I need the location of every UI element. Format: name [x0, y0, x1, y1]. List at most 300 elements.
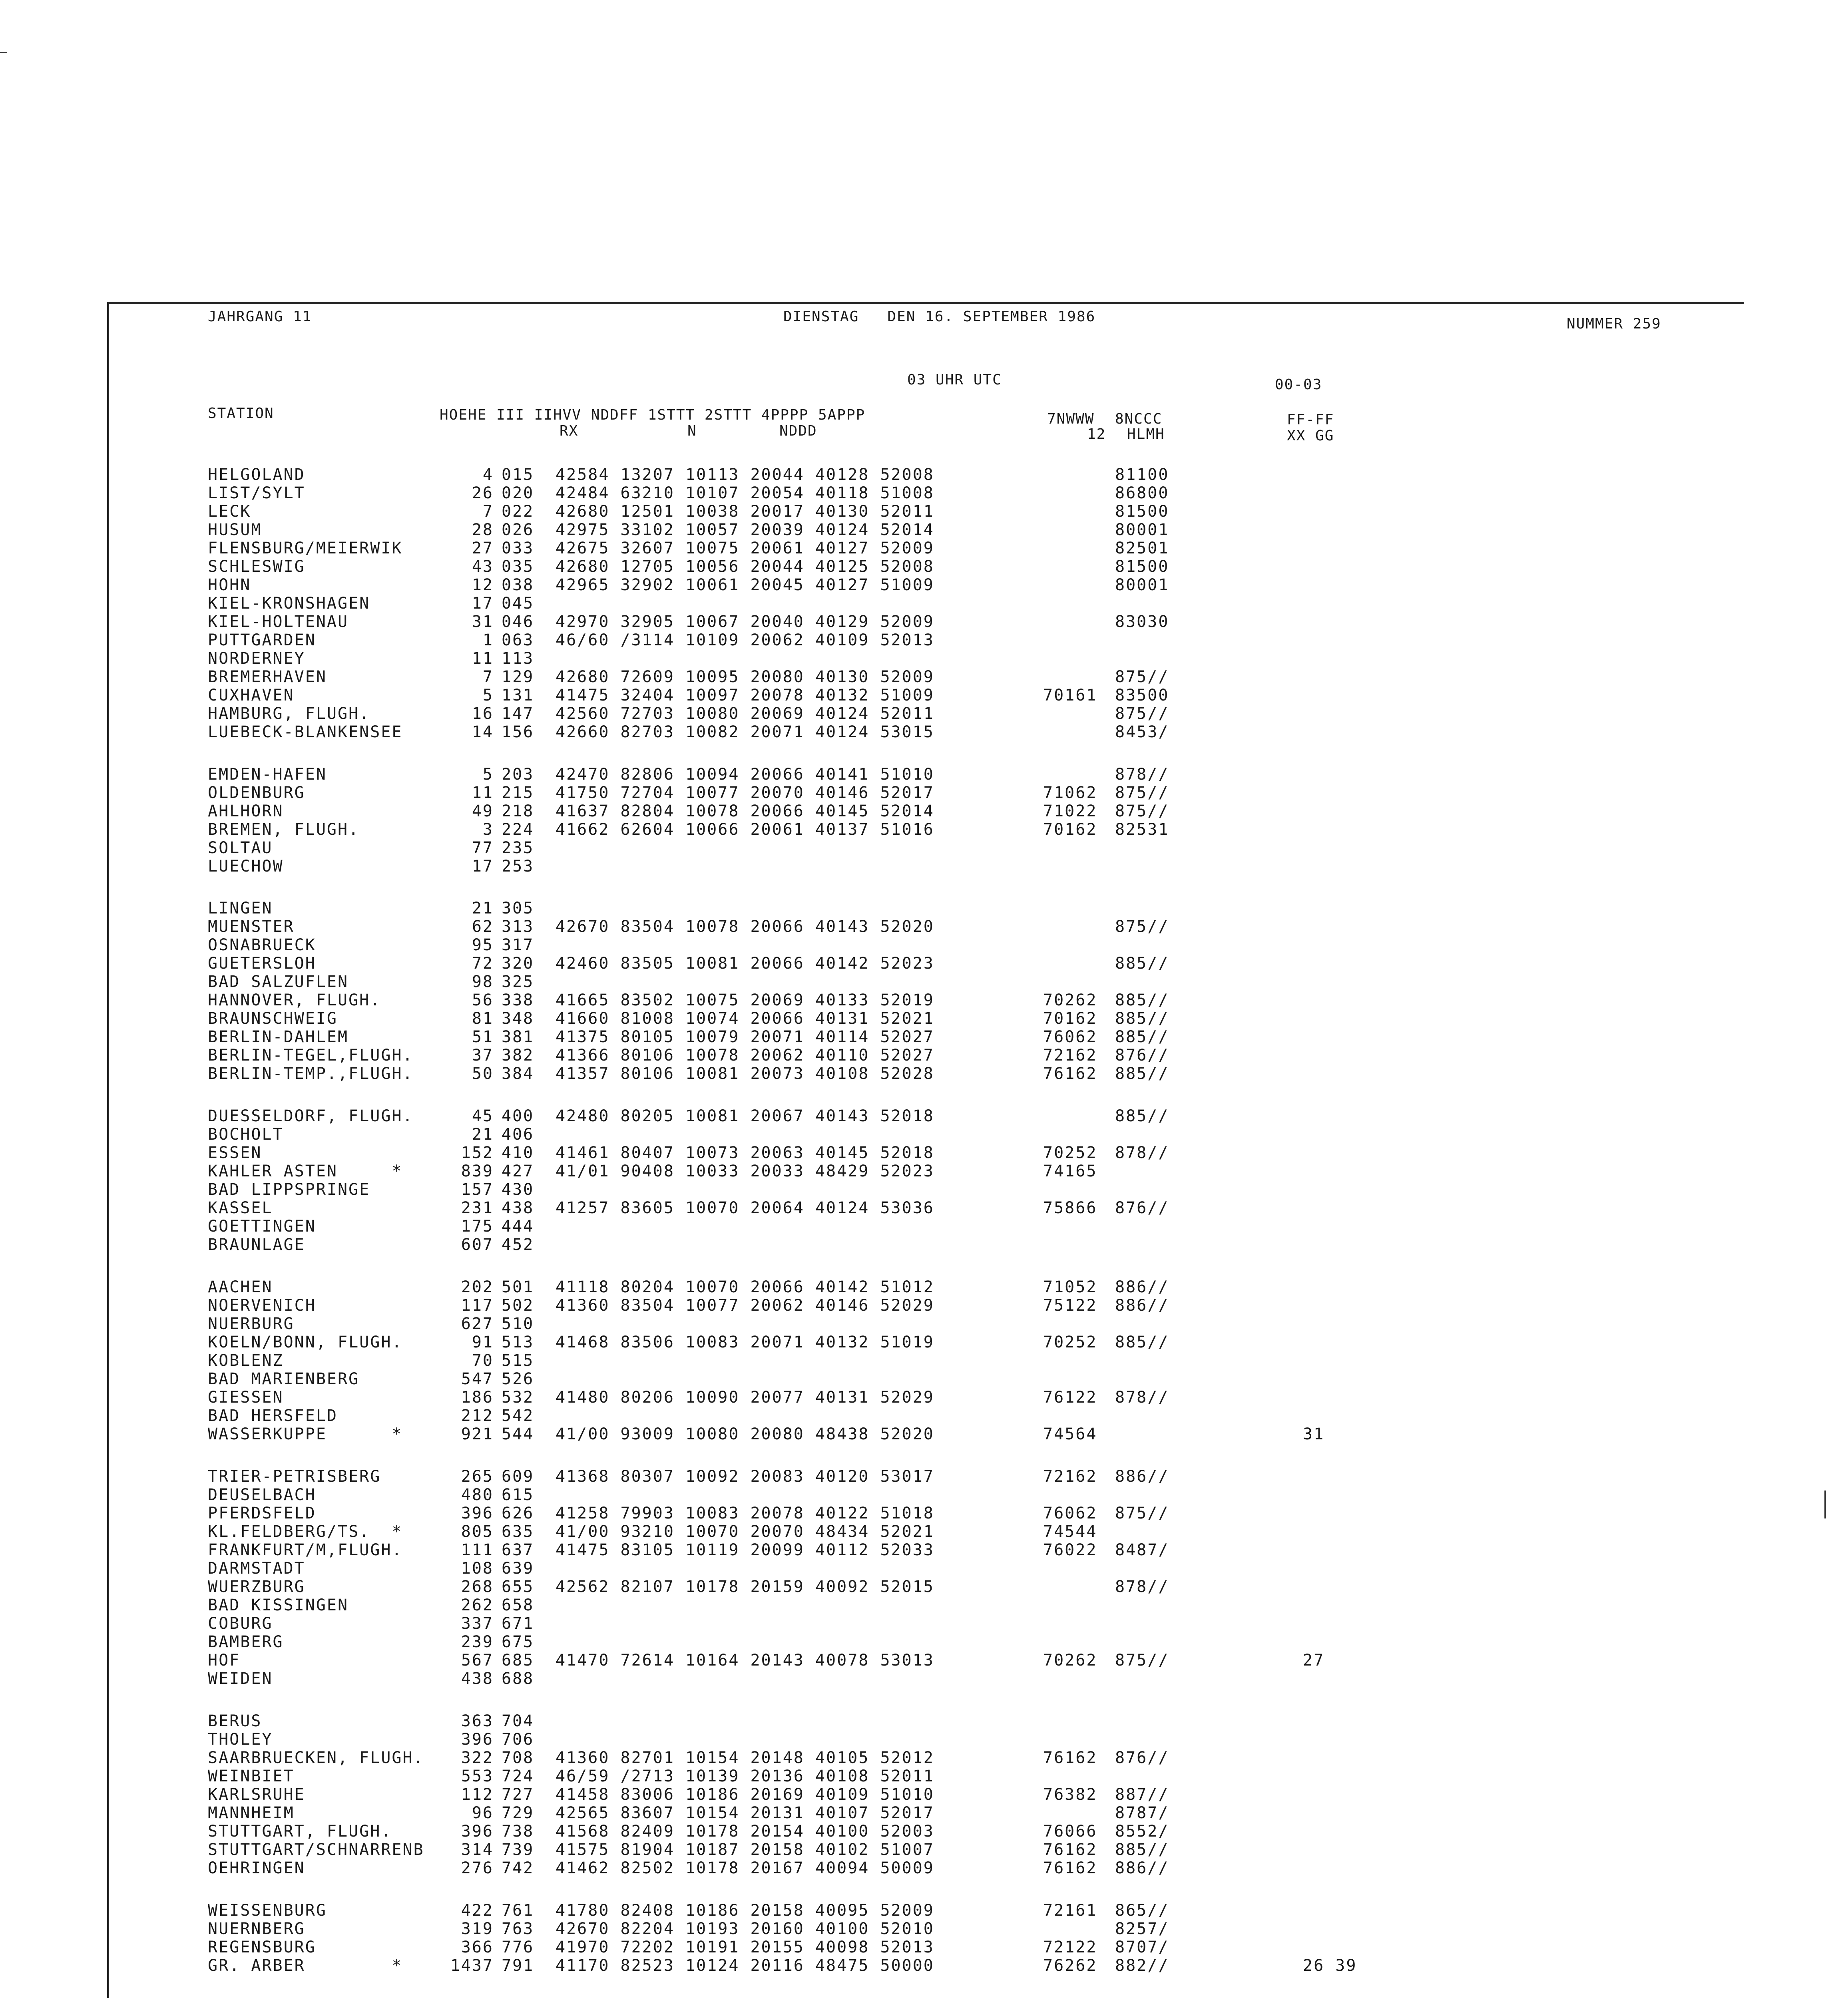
- cloud-group: 886//: [1115, 1859, 1169, 1877]
- station-height: 49: [472, 802, 494, 820]
- cloud-group: 83500: [1115, 686, 1169, 704]
- station-name: KASSEL: [208, 1199, 273, 1217]
- station-height: 567: [461, 1651, 494, 1670]
- station-block-number: 510: [502, 1315, 534, 1333]
- cloud-group: 885//: [1115, 954, 1169, 973]
- station-height: 265: [461, 1467, 494, 1486]
- station-name: KARLSRUHE: [208, 1785, 305, 1804]
- weather-heading: 7NWWW: [1047, 411, 1095, 427]
- station-name: FLENSBURG/MEIERWIK: [208, 539, 403, 557]
- station-name: LIST/SYLT: [208, 484, 305, 502]
- cloud-group: 8257/: [1115, 1920, 1169, 1938]
- cloud-group: 8707/: [1115, 1938, 1169, 1956]
- station-block-number: 452: [502, 1236, 534, 1254]
- station-block-number: 742: [502, 1859, 534, 1877]
- weather-group: 74544: [1043, 1522, 1097, 1541]
- synop-groups: 41375 80105 10079 20071 40114 52027: [556, 1028, 934, 1046]
- synop-groups: 41/01 90408 10033 20033 48429 52023: [556, 1162, 934, 1180]
- station-block-number: 381: [502, 1028, 534, 1046]
- station-block-number: 637: [502, 1541, 534, 1559]
- weather-group: 76162: [1043, 1841, 1097, 1859]
- code-columns-sub-rx: RX: [560, 423, 579, 439]
- station-height: 17: [472, 857, 494, 876]
- weather-group: 76022: [1043, 1541, 1097, 1559]
- station-block-number: 688: [502, 1670, 534, 1688]
- station-name: NUERNBERG: [208, 1920, 305, 1938]
- synop-groups: 42470 82806 10094 20066 40141 51010: [556, 765, 934, 784]
- station-height: 50: [472, 1065, 494, 1083]
- station-name: KAHLER ASTEN *: [208, 1162, 403, 1180]
- time-range: 00-03: [1275, 376, 1322, 393]
- station-name: COBURG: [208, 1614, 273, 1633]
- station-name: BERLIN-DAHLEM: [208, 1028, 349, 1046]
- station-name: FRANKFURT/M,FLUGH.: [208, 1541, 403, 1559]
- station-block-number: 532: [502, 1388, 534, 1407]
- station-name: NUERBURG: [208, 1315, 295, 1333]
- weather-group: 70162: [1043, 820, 1097, 839]
- station-height: 45: [472, 1107, 494, 1125]
- weather-group: 76062: [1043, 1504, 1097, 1522]
- synop-groups: 41357 80106 10081 20073 40108 52028: [556, 1065, 934, 1083]
- station-name: BOCHOLT: [208, 1125, 284, 1144]
- cloud-group: 875//: [1115, 1651, 1169, 1670]
- synop-groups: 41458 83006 10186 20169 40109 51010: [556, 1785, 934, 1804]
- weather-group: 76382: [1043, 1785, 1097, 1804]
- synop-groups: 42670 82204 10193 20160 40100 52010: [556, 1920, 934, 1938]
- station-name: HANNOVER, FLUGH.: [208, 991, 381, 1009]
- cloud-group: 885//: [1115, 1333, 1169, 1351]
- station-block-number: 063: [502, 631, 534, 649]
- weather-group: 75866: [1043, 1199, 1097, 1217]
- station-block-number: 542: [502, 1407, 534, 1425]
- station-name: PFERDSFELD: [208, 1504, 316, 1522]
- station-name: EMDEN-HAFEN: [208, 765, 327, 784]
- station-name: GIESSEN: [208, 1388, 284, 1407]
- station-name: HAMBURG, FLUGH.: [208, 704, 370, 723]
- station-height: 276: [461, 1859, 494, 1877]
- station-block-number: 685: [502, 1651, 534, 1670]
- cloud-group: 875//: [1115, 802, 1169, 820]
- station-block-number: 046: [502, 613, 534, 631]
- station-block-number: 675: [502, 1633, 534, 1651]
- station-height: 366: [461, 1938, 494, 1956]
- station-block-number: 253: [502, 857, 534, 876]
- station-height: 12: [472, 576, 494, 594]
- weather-group: 76262: [1043, 1956, 1097, 1975]
- station-height: 51: [472, 1028, 494, 1046]
- synop-groups: 41568 82409 10178 20154 40100 52003: [556, 1822, 934, 1841]
- station-block-number: 305: [502, 899, 534, 917]
- station-block-number: 218: [502, 802, 534, 820]
- weather-group: 72162: [1043, 1467, 1097, 1486]
- station-block-number: 501: [502, 1278, 534, 1296]
- station-name: DARMSTADT: [208, 1559, 305, 1578]
- station-height: 1437: [450, 1956, 494, 1975]
- station-name: BREMEN, FLUGH.: [208, 820, 360, 839]
- station-block-number: 384: [502, 1065, 534, 1083]
- station-name: BRAUNLAGE: [208, 1236, 305, 1254]
- synop-groups: 41360 82701 10154 20148 40105 52012: [556, 1749, 934, 1767]
- cloud-group: 885//: [1115, 1065, 1169, 1083]
- cloud-group: 878//: [1115, 1388, 1169, 1407]
- synop-groups: 42965 32902 10061 20045 40127 51009: [556, 576, 934, 594]
- cloud-group: 876//: [1115, 1749, 1169, 1767]
- synop-groups: 41480 80206 10090 20077 40131 52029: [556, 1388, 934, 1407]
- station-block-number: 317: [502, 936, 534, 954]
- cloud-group: 887//: [1115, 1785, 1169, 1804]
- weather-group: 76162: [1043, 1859, 1097, 1877]
- station-block-number: 791: [502, 1956, 534, 1975]
- station-block-number: 215: [502, 784, 534, 802]
- cloud-group: 8787/: [1115, 1804, 1169, 1822]
- station-name: MANNHEIM: [208, 1804, 295, 1822]
- station-height: 21: [472, 1125, 494, 1144]
- gust-group: 31: [1303, 1425, 1325, 1443]
- volume-label: JAHRGANG 11: [208, 308, 312, 325]
- station-name: CUXHAVEN: [208, 686, 295, 704]
- station-height: 422: [461, 1901, 494, 1920]
- station-name: OSNABRUECK: [208, 936, 316, 954]
- station-name: HUSUM: [208, 521, 262, 539]
- station-height: 438: [461, 1670, 494, 1688]
- synop-groups: 41662 62604 10066 20061 40137 51016: [556, 820, 934, 839]
- station-name: SOLTAU: [208, 839, 273, 857]
- station-height: 396: [461, 1504, 494, 1522]
- station-block-number: 739: [502, 1841, 534, 1859]
- station-height: 43: [472, 557, 494, 576]
- station-name: AHLHORN: [208, 802, 284, 820]
- synop-groups: 42484 63210 10107 20054 40118 51008: [556, 484, 934, 502]
- station-block-number: 427: [502, 1162, 534, 1180]
- station-name: DEUSELBACH: [208, 1486, 316, 1504]
- station-height: 314: [461, 1841, 494, 1859]
- synop-groups: 41475 32404 10097 20078 40132 51009: [556, 686, 934, 704]
- station-name: GUETERSLOH: [208, 954, 316, 973]
- cloud-group: 82531: [1115, 820, 1169, 839]
- weather-group: 70252: [1043, 1144, 1097, 1162]
- weather-group: 74564: [1043, 1425, 1097, 1443]
- cloud-group: 875//: [1115, 704, 1169, 723]
- synop-groups: 42970 32905 10067 20040 40129 52009: [556, 613, 934, 631]
- station-height: 212: [461, 1407, 494, 1425]
- station-height: 4: [482, 466, 494, 484]
- station-block-number: 147: [502, 704, 534, 723]
- synop-groups: 42660 82703 10082 20071 40124 53015: [556, 723, 934, 741]
- synop-groups: 41/00 93009 10080 20080 48438 52020: [556, 1425, 934, 1443]
- weather-group: 72122: [1043, 1938, 1097, 1956]
- cloud-group: 875//: [1115, 917, 1169, 936]
- synop-groups: 41360 83504 10077 20062 40146 52029: [556, 1296, 934, 1315]
- weather-group: 76066: [1043, 1822, 1097, 1841]
- station-block-number: 020: [502, 484, 534, 502]
- station-block-number: 410: [502, 1144, 534, 1162]
- station-block-number: 761: [502, 1901, 534, 1920]
- station-name: LECK: [208, 502, 251, 521]
- station-name: THOLEY: [208, 1730, 273, 1749]
- station-name: BAMBERG: [208, 1633, 284, 1651]
- synop-groups: 42565 83607 10154 20131 40107 52017: [556, 1804, 934, 1822]
- station-height: 5: [482, 765, 494, 784]
- gust-heading: FF-FF: [1287, 412, 1334, 428]
- station-height: 175: [461, 1217, 494, 1236]
- cloud-group: 886//: [1115, 1278, 1169, 1296]
- weather-group: 71052: [1043, 1278, 1097, 1296]
- weather-group: 70252: [1043, 1333, 1097, 1351]
- station-height: 91: [472, 1333, 494, 1351]
- station-block-number: 113: [502, 649, 534, 668]
- station-height: 7: [482, 668, 494, 686]
- weather-group: 76162: [1043, 1749, 1097, 1767]
- station-height: 627: [461, 1315, 494, 1333]
- synop-groups: 42560 72703 10080 20069 40124 52011: [556, 704, 934, 723]
- synop-groups: 42584 13207 10113 20044 40128 52008: [556, 466, 934, 484]
- station-height: 319: [461, 1920, 494, 1938]
- station-block-number: 763: [502, 1920, 534, 1938]
- station-block-number: 035: [502, 557, 534, 576]
- synop-groups: 41470 72614 10164 20143 40078 53013: [556, 1651, 934, 1670]
- synop-groups: 41258 79903 10083 20078 40122 51018: [556, 1504, 934, 1522]
- station-block-number: 626: [502, 1504, 534, 1522]
- station-block-number: 609: [502, 1467, 534, 1486]
- station-height: 553: [461, 1767, 494, 1785]
- station-name: NOERVENICH: [208, 1296, 316, 1315]
- station-height: 98: [472, 973, 494, 991]
- cloud-group: 878//: [1115, 1578, 1169, 1596]
- cloud-group: 885//: [1115, 1107, 1169, 1125]
- cloud-group: 8487/: [1115, 1541, 1169, 1559]
- station-height: 16: [472, 704, 494, 723]
- station-name: KIEL-HOLTENAU: [208, 613, 349, 631]
- station-height: 1: [482, 631, 494, 649]
- weather-group: 74165: [1043, 1162, 1097, 1180]
- station-block-number: 224: [502, 820, 534, 839]
- station-name: BERLIN-TEMP.,FLUGH.: [208, 1065, 414, 1083]
- synop-groups: 41462 82502 10178 20167 40094 50009: [556, 1859, 934, 1877]
- station-name: LUECHOW: [208, 857, 284, 876]
- station-name: DUESSELDORF, FLUGH.: [208, 1107, 414, 1125]
- station-block-number: 038: [502, 576, 534, 594]
- station-name: SAARBRUECKEN, FLUGH.: [208, 1749, 424, 1767]
- station-name: BERLIN-TEGEL,FLUGH.: [208, 1046, 414, 1065]
- station-block-number: 156: [502, 723, 534, 741]
- station-block-number: 045: [502, 594, 534, 613]
- station-heading: STATION: [208, 405, 274, 422]
- cloud-group: 81500: [1115, 502, 1169, 521]
- gust-group: 27: [1303, 1651, 1325, 1670]
- station-block-number: 325: [502, 973, 534, 991]
- station-name: BAD MARIENBERG: [208, 1370, 360, 1388]
- gust-sub-heading: XX GG: [1287, 428, 1334, 444]
- synop-groups: 42680 12501 10038 20017 40130 52011: [556, 502, 934, 521]
- station-name: WASSERKUPPE *: [208, 1425, 403, 1443]
- station-block-number: 026: [502, 521, 534, 539]
- synop-groups: 41461 80407 10073 20063 40145 52018: [556, 1144, 934, 1162]
- station-height: 95: [472, 936, 494, 954]
- date-label: DIENSTAG DEN 16. SEPTEMBER 1986: [783, 308, 1096, 325]
- station-height: 239: [461, 1633, 494, 1651]
- synop-groups: 41665 83502 10075 20069 40133 52019: [556, 991, 934, 1009]
- station-height: 31: [472, 613, 494, 631]
- scan-mark: [1824, 1491, 1826, 1518]
- station-name: TRIER-PETRISBERG: [208, 1467, 381, 1486]
- cloud-group: 83030: [1115, 613, 1169, 631]
- station-height: 111: [461, 1541, 494, 1559]
- synop-groups: 42675 32607 10075 20061 40127 52009: [556, 539, 934, 557]
- station-block-number: 444: [502, 1217, 534, 1236]
- station-name: WUERZBURG: [208, 1578, 305, 1596]
- synop-groups: 41750 72704 10077 20070 40146 52017: [556, 784, 934, 802]
- station-name: STUTTGART/SCHNARRENB: [208, 1841, 424, 1859]
- station-name: BERUS: [208, 1712, 262, 1730]
- station-block-number: 438: [502, 1199, 534, 1217]
- scan-mark: [0, 52, 7, 53]
- cloud-group: 8552/: [1115, 1822, 1169, 1841]
- synop-groups: 41368 80307 10092 20083 40120 53017: [556, 1467, 934, 1486]
- station-block-number: 704: [502, 1712, 534, 1730]
- synop-groups: 42680 12705 10056 20044 40125 52008: [556, 557, 934, 576]
- station-name: WEISSENBURG: [208, 1901, 327, 1920]
- cloud-group: 885//: [1115, 991, 1169, 1009]
- station-block-number: 776: [502, 1938, 534, 1956]
- station-name: ESSEN: [208, 1144, 262, 1162]
- weather-group: 71022: [1043, 802, 1097, 820]
- station-block-number: 671: [502, 1614, 534, 1633]
- station-name: KIEL-KRONSHAGEN: [208, 594, 370, 613]
- station-height: 28: [472, 521, 494, 539]
- station-block-number: 658: [502, 1596, 534, 1614]
- station-height: 7: [482, 502, 494, 521]
- synop-groups: 46/60 /3114 10109 20062 40109 52013: [556, 631, 934, 649]
- station-block-number: 313: [502, 917, 534, 936]
- cloud-group: 80001: [1115, 521, 1169, 539]
- station-height: 72: [472, 954, 494, 973]
- station-name: STUTTGART, FLUGH.: [208, 1822, 392, 1841]
- station-block-number: 515: [502, 1351, 534, 1370]
- station-block-number: 338: [502, 991, 534, 1009]
- synop-groups: 41575 81904 10187 20158 40102 51007: [556, 1841, 934, 1859]
- cloud-group: 876//: [1115, 1046, 1169, 1065]
- station-height: 186: [461, 1388, 494, 1407]
- gust-group: 26 39: [1303, 1956, 1357, 1975]
- station-block-number: 203: [502, 765, 534, 784]
- station-block-number: 129: [502, 668, 534, 686]
- synop-groups: 41780 82408 10186 20158 40095 52009: [556, 1901, 934, 1920]
- weather-group: 75122: [1043, 1296, 1097, 1315]
- station-height: 21: [472, 899, 494, 917]
- station-block-number: 015: [502, 466, 534, 484]
- station-height: 363: [461, 1712, 494, 1730]
- cloud-group: 885//: [1115, 1841, 1169, 1859]
- station-height: 480: [461, 1486, 494, 1504]
- station-height: 117: [461, 1296, 494, 1315]
- code-columns-heading: HOEHE III IIHVV NDDFF 1STTT 2STTT 4PPPP 5APPP: [440, 407, 866, 423]
- station-block-number: 033: [502, 539, 534, 557]
- cloud-group: 878//: [1115, 1144, 1169, 1162]
- station-name: BAD HERSFELD: [208, 1407, 338, 1425]
- synop-groups: 42670 83504 10078 20066 40143 52020: [556, 917, 934, 936]
- station-block-number: 738: [502, 1822, 534, 1841]
- station-block-number: 502: [502, 1296, 534, 1315]
- cloud-group: 878//: [1115, 765, 1169, 784]
- station-name: MUENSTER: [208, 917, 295, 936]
- station-name: NORDERNEY: [208, 649, 305, 668]
- station-name: GR. ARBER *: [208, 1956, 403, 1975]
- weather-group: 72162: [1043, 1046, 1097, 1065]
- station-height: 27: [472, 539, 494, 557]
- station-name: HOHN: [208, 576, 251, 594]
- weather-group: 71062: [1043, 784, 1097, 802]
- station-height: 81: [472, 1009, 494, 1028]
- station-block-number: 513: [502, 1333, 534, 1351]
- issue-number: NUMMER 259: [1567, 316, 1661, 332]
- station-block-number: 406: [502, 1125, 534, 1144]
- station-name: BREMERHAVEN: [208, 668, 327, 686]
- station-block-number: 615: [502, 1486, 534, 1504]
- observation-time: 03 UHR UTC: [907, 372, 1002, 388]
- station-name: BAD SALZUFLEN: [208, 973, 349, 991]
- synop-groups: 41970 72202 10191 20155 40098 52013: [556, 1938, 934, 1956]
- station-name: WEIDEN: [208, 1670, 273, 1688]
- station-block-number: 708: [502, 1749, 534, 1767]
- station-height: 112: [461, 1785, 494, 1804]
- station-block-number: 382: [502, 1046, 534, 1065]
- weather-group: 70161: [1043, 686, 1097, 704]
- cloud-group: 86800: [1115, 484, 1169, 502]
- station-block-number: 235: [502, 839, 534, 857]
- synop-groups: 41468 83506 10083 20071 40132 51019: [556, 1333, 934, 1351]
- synop-groups: 41170 82523 10124 20116 48475 50000: [556, 1956, 934, 1975]
- station-block-number: 400: [502, 1107, 534, 1125]
- station-name: WEINBIET: [208, 1767, 295, 1785]
- station-height: 5: [482, 686, 494, 704]
- weather-group: 76162: [1043, 1065, 1097, 1083]
- cloud-group: 82501: [1115, 539, 1169, 557]
- station-block-number: 655: [502, 1578, 534, 1596]
- station-height: 77: [472, 839, 494, 857]
- station-height: 17: [472, 594, 494, 613]
- station-name: HOF: [208, 1651, 241, 1670]
- station-block-number: 724: [502, 1767, 534, 1785]
- station-name: LINGEN: [208, 899, 273, 917]
- station-height: 14: [472, 723, 494, 741]
- station-block-number: 729: [502, 1804, 534, 1822]
- station-height: 202: [461, 1278, 494, 1296]
- station-height: 26: [472, 484, 494, 502]
- station-name: BRAUNSCHWEIG: [208, 1009, 338, 1028]
- synop-groups: 41637 82804 10078 20066 40145 52014: [556, 802, 934, 820]
- station-name: OEHRINGEN: [208, 1859, 305, 1877]
- station-height: 607: [461, 1236, 494, 1254]
- station-name: BAD KISSINGEN: [208, 1596, 349, 1614]
- station-height: 547: [461, 1370, 494, 1388]
- station-height: 322: [461, 1749, 494, 1767]
- weather-group: 72161: [1043, 1901, 1097, 1920]
- synop-groups: 41366 80106 10078 20062 40110 52027: [556, 1046, 934, 1065]
- station-height: 396: [461, 1730, 494, 1749]
- station-height: 262: [461, 1596, 494, 1614]
- cloud-heading: 8NCCC: [1115, 411, 1163, 427]
- cloud-group: 882//: [1115, 1956, 1169, 1975]
- synop-groups: 41660 81008 10074 20066 40131 52021: [556, 1009, 934, 1028]
- station-height: 396: [461, 1822, 494, 1841]
- weather-sub-heading: 12: [1087, 426, 1106, 442]
- station-block-number: 635: [502, 1522, 534, 1541]
- code-columns-sub-nddd: NDDD: [779, 423, 817, 439]
- synop-groups: 41257 83605 10070 20064 40124 53036: [556, 1199, 934, 1217]
- station-name: AACHEN: [208, 1278, 273, 1296]
- station-block-number: 526: [502, 1370, 534, 1388]
- station-height: 96: [472, 1804, 494, 1822]
